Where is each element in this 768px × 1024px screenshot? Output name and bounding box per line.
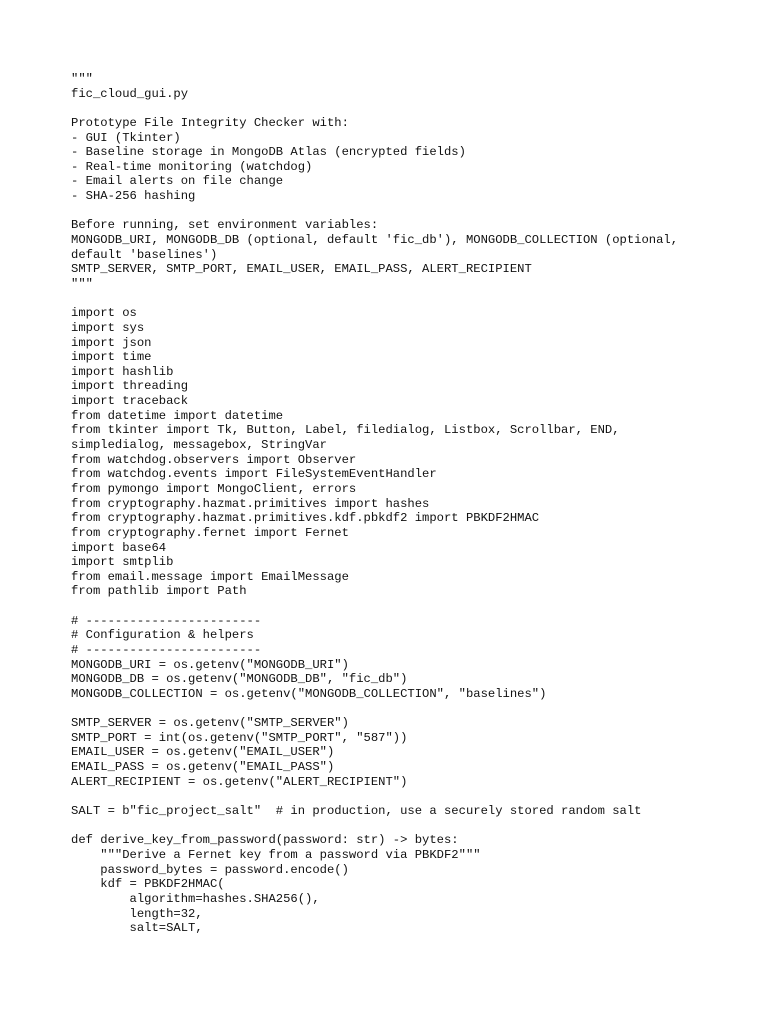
code-line: from email.message import EmailMessage	[71, 569, 349, 584]
code-line	[71, 599, 731, 614]
code-line: from pymongo import MongoClient, errors	[71, 481, 357, 496]
code-line: MONGODB_URI, MONGODB_DB (optional, default 'fic_db'), MONGODB_COLLECTION (optional,	[71, 233, 679, 248]
code-line: Prototype File Integrity Checker with:	[71, 115, 349, 130]
code-line: SMTP_PORT = int(os.getenv("SMTP_PORT", "587"))	[71, 730, 408, 745]
code-line: from cryptography.hazmat.primitives.kdf.pbkdf2 import PBKDF2HMAC	[71, 511, 540, 526]
code-line: from watchdog.events import FileSystemEventHandler	[71, 467, 437, 482]
code-line: import sys	[71, 320, 145, 335]
code-line: from watchdog.observers import Observer	[71, 452, 357, 467]
code-line: def derive_key_from_password(password: str) -> bytes:	[71, 833, 459, 848]
code-line: default 'baselines')	[71, 247, 218, 262]
code-line: MONGODB_COLLECTION = os.getenv("MONGODB_COLLECTION", "baselines")	[71, 686, 547, 701]
code-line: from pathlib import Path	[71, 584, 247, 599]
code-line: from tkinter import Tk, Button, Label, filedialog, Listbox, Scrollbar, END,	[71, 423, 620, 438]
code-line: """Derive a Fernet key from a password via PBKDF2"""	[71, 847, 481, 862]
code-line: password_bytes = password.encode()	[71, 862, 349, 877]
code-line: SALT = b"fic_project_salt" # in production, use a securely stored random salt	[71, 804, 642, 819]
code-line	[71, 292, 731, 307]
code-line: kdf = PBKDF2HMAC(	[71, 877, 225, 892]
code-line: fic_cloud_gui.py	[71, 86, 189, 101]
code-line: salt=SALT,	[71, 921, 203, 936]
code-line: EMAIL_PASS = os.getenv("EMAIL_PASS")	[71, 760, 335, 775]
code-line: """	[71, 72, 93, 86]
code-line: SMTP_SERVER = os.getenv("SMTP_SERVER")	[71, 716, 349, 731]
code-line: - Email alerts on file change	[71, 174, 284, 189]
code-line: # ------------------------	[71, 613, 262, 628]
code-line: EMAIL_USER = os.getenv("EMAIL_USER")	[71, 745, 335, 760]
code-line	[71, 101, 731, 116]
code-line: import traceback	[71, 394, 189, 409]
code-line	[71, 702, 731, 717]
code-line: - Baseline storage in MongoDB Atlas (encrypted fields)	[71, 145, 466, 160]
code-line: import smtplib	[71, 555, 174, 570]
code-line	[71, 204, 731, 219]
code-line: - GUI (Tkinter)	[71, 130, 181, 145]
code-line: import hashlib	[71, 364, 174, 379]
code-line	[71, 819, 731, 834]
code-line: simpledialog, messagebox, StringVar	[71, 438, 327, 453]
code-line: Before running, set environment variables:	[71, 218, 379, 233]
code-line: MONGODB_URI = os.getenv("MONGODB_URI")	[71, 657, 349, 672]
code-line: from datetime import datetime	[71, 408, 284, 423]
code-line: algorithm=hashes.SHA256(),	[71, 891, 320, 906]
code-line: - Real-time monitoring (watchdog)	[71, 159, 313, 174]
code-line: length=32,	[71, 906, 203, 921]
code-line: MONGODB_DB = os.getenv("MONGODB_DB", "fic_db")	[71, 672, 408, 687]
code-line: - SHA-256 hashing	[71, 189, 196, 204]
code-line: import base64	[71, 540, 167, 555]
code-line: SMTP_SERVER, SMTP_PORT, EMAIL_USER, EMAIL_PASS, ALERT_RECIPIENT	[71, 262, 532, 277]
code-line: from cryptography.fernet import Fernet	[71, 525, 349, 540]
code-line: ALERT_RECIPIENT = os.getenv("ALERT_RECIPIENT")	[71, 774, 408, 789]
code-line: import os	[71, 306, 137, 321]
code-line: # ------------------------	[71, 642, 262, 657]
code-line: import json	[71, 335, 152, 350]
code-line: import time	[71, 350, 152, 365]
code-listing	[71, 72, 731, 936]
code-line: # Configuration & helpers	[71, 628, 254, 643]
code-line: from cryptography.hazmat.primitives import hashes	[71, 496, 430, 511]
code-line	[71, 789, 731, 804]
code-line: """	[71, 276, 93, 291]
code-line: import threading	[71, 379, 189, 394]
